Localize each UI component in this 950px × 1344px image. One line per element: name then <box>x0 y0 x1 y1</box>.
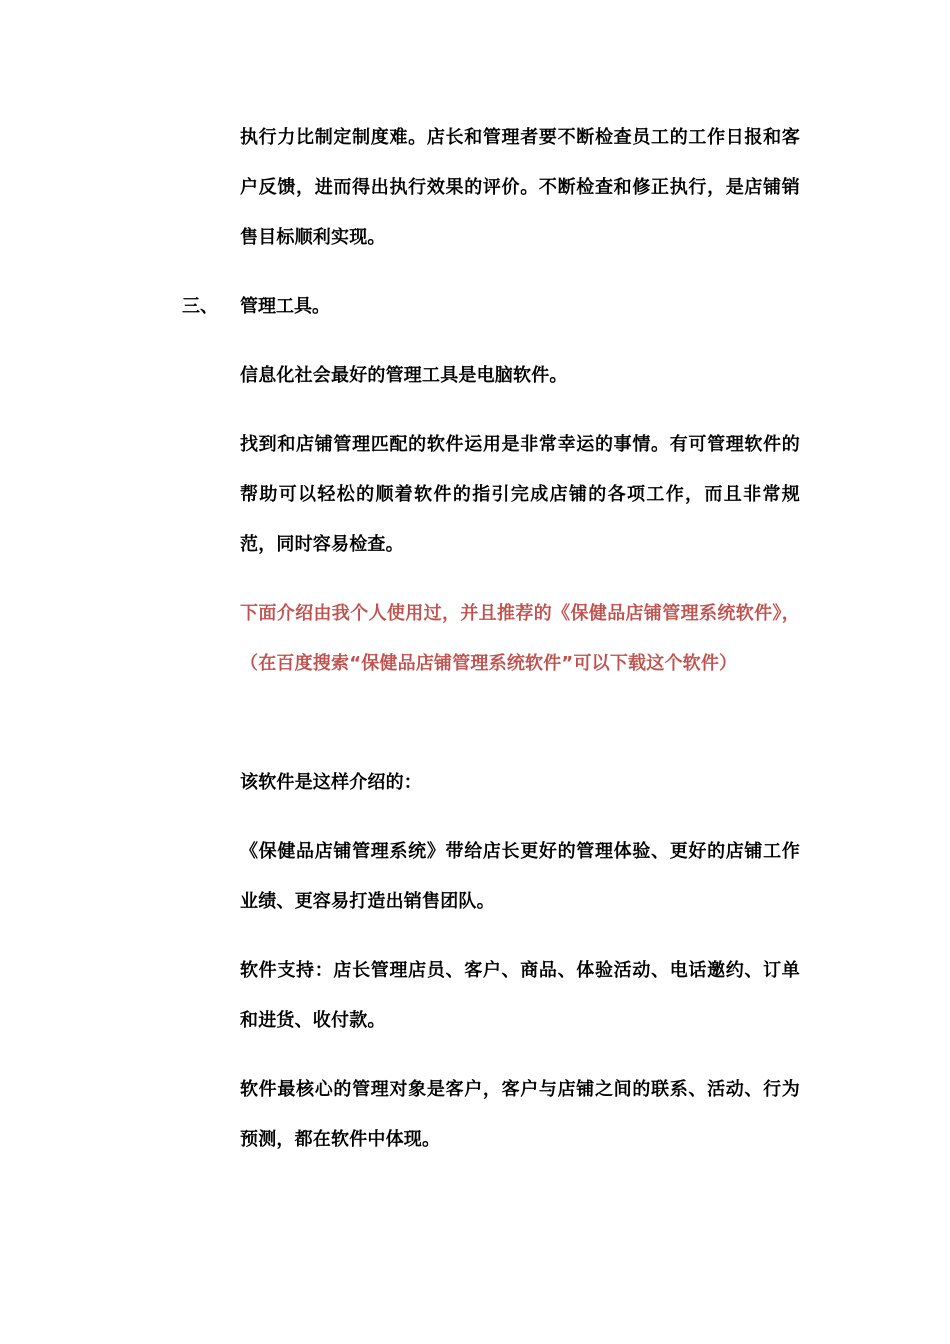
section-number: 三、 <box>182 296 218 317</box>
paragraph-core-object: 软件最核心的管理对象是客户，客户与店铺之间的联系、活动、行为预测，都在软件中体现。 <box>240 1079 800 1150</box>
paragraph-recommendation: 下面介绍由我个人使用过，并且推荐的《保健品店铺管理系统软件》，（在百度搜索“保健品店铺管理系统软件”可以下载这个软件） <box>240 603 800 674</box>
paragraph-software-match: 找到和店铺管理匹配的软件运用是非常幸运的事情。有可管理软件的帮助可以轻松的顺着软件的指引完成店铺的各项工作，而且非常规范，同时容易检查。 <box>240 434 800 555</box>
paragraph-system-benefits: 《保健品店铺管理系统》带给店长更好的管理体验、更好的店铺工作业绩、更容易打造出销售团队。 <box>240 841 800 912</box>
paragraph-info-society: 信息化社会最好的管理工具是电脑软件。 <box>240 365 568 386</box>
paragraph-execution: 执行力比制定制度难。店长和管理者要不断检查员工的工作日报和客户反馈，进而得出执行效果的评价。不断检查和修正执行，是店铺销售目标顺利实现。 <box>240 127 800 248</box>
section-title: 管理工具。 <box>240 296 330 317</box>
paragraph-software-support: 软件支持：店长管理店员、客户、商品、体验活动、电话邀约、订单和进货、收付款。 <box>240 960 800 1031</box>
paragraph-intro-lead: 该软件是这样介绍的： <box>240 772 422 793</box>
